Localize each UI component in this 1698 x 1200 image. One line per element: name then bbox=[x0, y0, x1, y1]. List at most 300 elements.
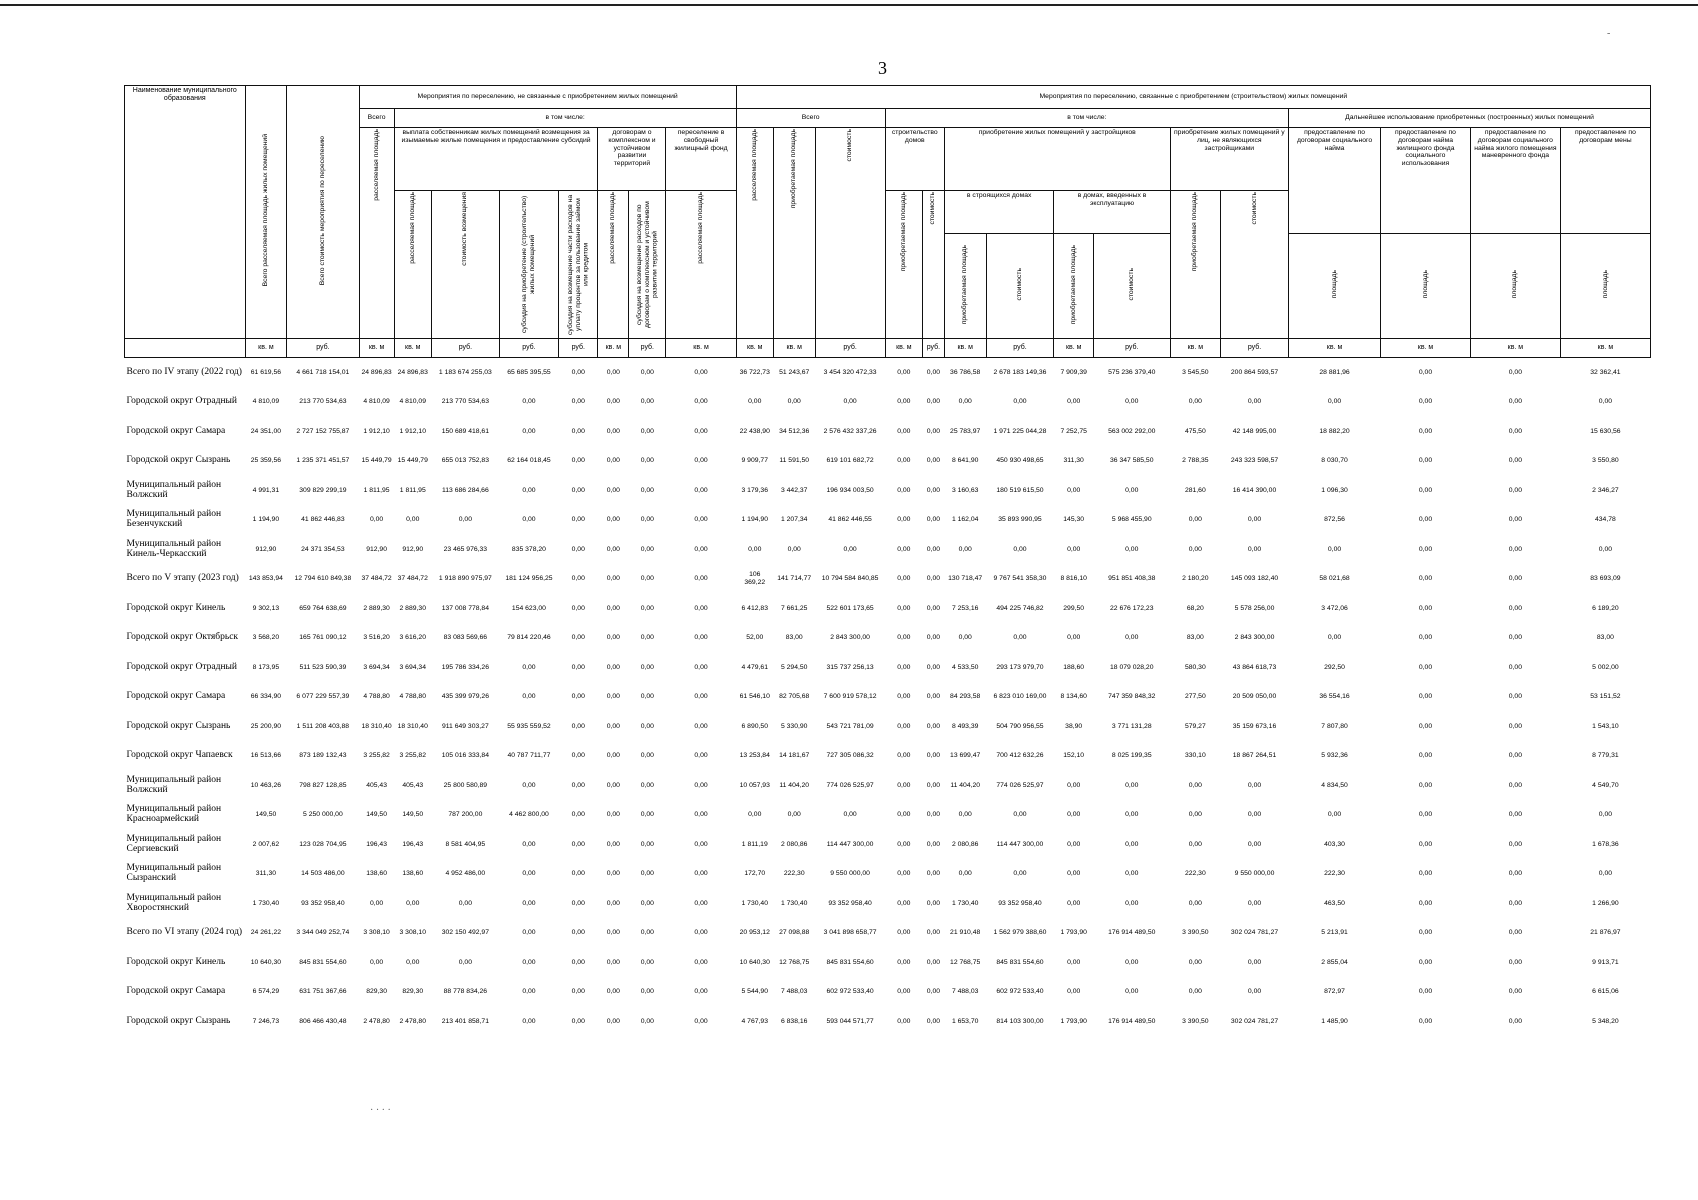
unit-cell: кв. м bbox=[944, 339, 986, 358]
table-cell: 222,30 bbox=[1184, 870, 1206, 878]
table-cell: 0,00 bbox=[640, 811, 654, 819]
table-cell: 138,60 bbox=[366, 870, 387, 878]
table-cell: 5 002,00 bbox=[1592, 663, 1619, 671]
table-cell: 25 800 580,89 bbox=[443, 781, 488, 789]
table-cell: 12 768,75 bbox=[950, 958, 981, 966]
header-acq-area-4: приобретаемая площадь bbox=[1054, 234, 1093, 339]
header-vsego-2: Всего bbox=[736, 109, 885, 128]
table-cell: 83,00 bbox=[1186, 634, 1204, 642]
unit-cell: руб. bbox=[499, 339, 558, 358]
table-cell: 0,00 bbox=[640, 693, 654, 701]
table-cell: 200 864 593,57 bbox=[1230, 368, 1279, 376]
table-cell: 0,00 bbox=[406, 899, 420, 907]
table-cell: 0,00 bbox=[640, 663, 654, 671]
table-cell: 0,00 bbox=[606, 604, 620, 612]
header-cost-3: стоимость bbox=[986, 234, 1054, 339]
table-cell: 88 778 834,26 bbox=[443, 988, 488, 996]
table-cell: 3 694,34 bbox=[399, 663, 426, 671]
table-cell: 0,00 bbox=[406, 958, 420, 966]
table-cell: 9 550 000,00 bbox=[830, 870, 870, 878]
table-cell: 2 080,86 bbox=[951, 840, 979, 848]
unit-cell: кв. м bbox=[1560, 339, 1650, 358]
table-cell: 145 093 182,40 bbox=[1230, 575, 1279, 583]
table-row bbox=[125, 889, 1651, 919]
table-cell: 0,00 bbox=[571, 575, 585, 583]
table-cell: 93 352 958,40 bbox=[301, 899, 345, 907]
row-municipality-name: Муниципальный район Волжский bbox=[126, 479, 222, 500]
row-municipality-name: Муниципальный район Красноармейский bbox=[126, 804, 222, 825]
table-cell: 149,50 bbox=[366, 811, 387, 819]
table-cell: 0,00 bbox=[926, 988, 941, 996]
table-row bbox=[125, 948, 1651, 978]
table-cell: 1 235 371 451,57 bbox=[296, 457, 350, 465]
table-cell: 6 574,29 bbox=[252, 988, 280, 996]
table-cell: 0,00 bbox=[694, 781, 708, 789]
table-cell: 0,00 bbox=[897, 575, 911, 583]
table-cell: 593 044 571,77 bbox=[826, 1017, 874, 1025]
table-cell: 700 412 632,26 bbox=[996, 752, 1044, 760]
table-cell: 0,00 bbox=[1598, 545, 1613, 553]
table-cell: 4 834,50 bbox=[1321, 781, 1348, 789]
scan-speck: · · · · bbox=[370, 1105, 391, 1116]
table-cell: 5 348,20 bbox=[1592, 1017, 1619, 1025]
table-cell: 0,00 bbox=[522, 988, 536, 996]
table-cell: 1 266,90 bbox=[1592, 899, 1619, 907]
table-cell: 13 699,47 bbox=[950, 752, 981, 760]
row-municipality-name: Муниципальный район Хворостянский bbox=[126, 892, 222, 913]
table-cell: 145,30 bbox=[1063, 516, 1085, 524]
table-cell: 299,50 bbox=[1063, 604, 1085, 612]
table-cell: 25 783,97 bbox=[950, 427, 981, 435]
table-cell: 15 449,79 bbox=[361, 457, 392, 465]
table-cell: 0,00 bbox=[640, 486, 654, 494]
table-cell: 0,00 bbox=[694, 545, 708, 553]
table-cell: 165 761 090,12 bbox=[299, 634, 347, 642]
table-cell: 0,00 bbox=[958, 398, 972, 406]
table-cell: 61 619,56 bbox=[250, 368, 282, 376]
table-cell: 0,00 bbox=[1418, 722, 1433, 730]
table-cell: 4 767,93 bbox=[741, 1017, 768, 1025]
table-cell: 152,10 bbox=[1063, 752, 1085, 760]
header-purchase-dev: приобретение жилых помещений у застройщиков bbox=[944, 128, 1170, 191]
table-cell: 1 912,10 bbox=[363, 427, 390, 435]
table-cell: 114 447 300,00 bbox=[826, 840, 874, 848]
table-cell: 0,00 bbox=[1418, 958, 1433, 966]
table-cell: 845 831 554,60 bbox=[826, 958, 874, 966]
header-subsidy-dogovor: субсидия на возмещение расходов по договорам о комплексном и устойчивом развитии территорий bbox=[629, 191, 666, 339]
table-cell: 0,00 bbox=[522, 486, 536, 494]
table-cell: 25 200,90 bbox=[250, 722, 282, 730]
header-subsidy-purchase: субсидия на приобретение (строительство) жилых помещений bbox=[499, 191, 558, 339]
table-cell: 2 180,20 bbox=[1182, 575, 1209, 583]
table-cell: 2 576 432 337,26 bbox=[823, 427, 877, 435]
table-cell: 912,90 bbox=[366, 545, 387, 553]
table-cell: 727 305 086,32 bbox=[826, 752, 874, 760]
table-cell: 4 788,80 bbox=[363, 693, 390, 701]
table-cell: 2 346,27 bbox=[1592, 486, 1619, 494]
table-cell: 8 581 404,95 bbox=[445, 840, 486, 848]
table-cell: 0,00 bbox=[1247, 988, 1262, 996]
table-cell: 0,00 bbox=[843, 398, 857, 406]
unit-cell: руб. bbox=[287, 339, 359, 358]
table-cell: 12 794 610 849,38 bbox=[294, 575, 352, 583]
table-cell: 0,00 bbox=[897, 752, 911, 760]
table-cell: 0,00 bbox=[694, 870, 708, 878]
table-cell: 0,00 bbox=[606, 752, 620, 760]
table-cell: 0,00 bbox=[640, 1017, 654, 1025]
table-cell: 195 786 334,26 bbox=[441, 663, 489, 671]
table-cell: 0,00 bbox=[926, 398, 941, 406]
table-cell: 0,00 bbox=[1067, 811, 1081, 819]
table-cell: 0,00 bbox=[571, 899, 585, 907]
header-municipality: Наименование муниципального образования bbox=[125, 86, 246, 339]
table-cell: 0,00 bbox=[926, 958, 941, 966]
table-cell: 0,00 bbox=[571, 811, 585, 819]
table-cell: 0,00 bbox=[1418, 457, 1433, 465]
table-cell: 2 788,35 bbox=[1182, 457, 1209, 465]
table-cell: 0,00 bbox=[1418, 427, 1433, 435]
table-cell: 176 914 489,50 bbox=[1108, 929, 1156, 937]
table-cell: 522 601 173,65 bbox=[826, 604, 874, 612]
table-cell: 105 016 333,84 bbox=[441, 752, 489, 760]
table-cell: 18 867 264,51 bbox=[1232, 752, 1277, 760]
header-further-use: Дальнейшее использование приобретенных (построенных) жилых помещений bbox=[1289, 109, 1651, 128]
table-cell: 9 550 000,00 bbox=[1234, 870, 1275, 878]
table-cell: 0,00 bbox=[606, 899, 620, 907]
table-cell: 0,00 bbox=[1418, 575, 1433, 583]
table-cell: 4 788,80 bbox=[399, 693, 426, 701]
table-cell: 62 164 018,45 bbox=[507, 457, 551, 465]
table-cell: 0,00 bbox=[1067, 870, 1081, 878]
table-cell: 0,00 bbox=[606, 693, 620, 701]
table-cell: 1 912,10 bbox=[399, 427, 426, 435]
table-cell: 0,00 bbox=[897, 634, 911, 642]
header-area-2: площадь bbox=[1381, 234, 1471, 339]
table-cell: 475,50 bbox=[1184, 427, 1206, 435]
table-row bbox=[125, 919, 1651, 949]
table-cell: 22 676 172,23 bbox=[1110, 604, 1154, 612]
table-cell: 0,00 bbox=[522, 840, 536, 848]
table-cell: 281,60 bbox=[1184, 486, 1206, 494]
table-cell: 181 124 956,25 bbox=[505, 575, 553, 583]
table-cell: 0,00 bbox=[1418, 693, 1433, 701]
table-cell: 3 308,10 bbox=[399, 929, 426, 937]
header-comp-cost: стоимость возмещения bbox=[431, 191, 499, 339]
table-cell: 1 543,10 bbox=[1592, 722, 1619, 730]
table-cell: 3 616,20 bbox=[399, 634, 426, 642]
table-cell: 24 896,83 bbox=[361, 368, 392, 376]
table-cell: 3 550,80 bbox=[1592, 457, 1619, 465]
table-cell: 0,00 bbox=[1418, 398, 1433, 406]
table-cell: 2 855,04 bbox=[1321, 958, 1348, 966]
table-cell: 0,00 bbox=[897, 545, 911, 553]
table-row bbox=[125, 624, 1651, 654]
unit-cell: кв. м bbox=[1381, 339, 1471, 358]
table-cell: 0,00 bbox=[640, 398, 654, 406]
table-cell: 0,00 bbox=[606, 988, 620, 996]
table-cell: 0,00 bbox=[640, 870, 654, 878]
table-cell: 0,00 bbox=[897, 811, 911, 819]
table-cell: 315 737 256,13 bbox=[826, 663, 874, 671]
table-cell: 0,00 bbox=[897, 516, 911, 524]
table-cell: 0,00 bbox=[606, 870, 620, 878]
table-row bbox=[125, 653, 1651, 683]
table-row bbox=[125, 860, 1651, 890]
row-municipality-name: Муниципальный район Сызранский bbox=[126, 863, 222, 884]
table-cell: 55 935 559,52 bbox=[507, 722, 551, 730]
table-cell: 0,00 bbox=[748, 398, 762, 406]
row-municipality-name: Муниципальный район Кинель-Черкасский bbox=[126, 538, 222, 559]
table-cell: 41 862 446,55 bbox=[828, 516, 872, 524]
table-cell: 575 236 379,40 bbox=[1108, 368, 1156, 376]
table-cell: 4 479,61 bbox=[741, 663, 768, 671]
table-cell: 13 253,84 bbox=[739, 752, 770, 760]
table-cell: 0,00 bbox=[1508, 781, 1522, 789]
table-cell: 8 816,10 bbox=[1060, 575, 1087, 583]
table-cell: 16 414 390,00 bbox=[1232, 486, 1277, 494]
table-cell: 36 347 585,50 bbox=[1110, 457, 1154, 465]
table-cell: 6 189,20 bbox=[1592, 604, 1619, 612]
table-cell: 787 200,00 bbox=[448, 811, 483, 819]
table-cell: 0,00 bbox=[458, 958, 472, 966]
table-cell: 2 080,86 bbox=[780, 840, 808, 848]
table-cell: 7 807,80 bbox=[1321, 722, 1348, 730]
table-cell: 511 523 590,39 bbox=[299, 663, 347, 671]
table-cell: 0,00 bbox=[787, 398, 801, 406]
table-cell: 0,00 bbox=[926, 486, 941, 494]
table-cell: 0,00 bbox=[522, 427, 536, 435]
table-cell: 1 730,40 bbox=[780, 899, 808, 907]
table-cell: 0,00 bbox=[1418, 870, 1433, 878]
table-cell: 0,00 bbox=[606, 368, 620, 376]
table-cell: 0,00 bbox=[897, 457, 911, 465]
table-cell: 1 971 225 044,28 bbox=[993, 427, 1047, 435]
table-cell: 222,30 bbox=[1324, 870, 1345, 878]
table-cell: 814 103 300,00 bbox=[996, 1017, 1044, 1025]
table-cell: 435 399 979,26 bbox=[441, 693, 489, 701]
table-cell: 0,00 bbox=[571, 929, 585, 937]
table-cell: 24 896,83 bbox=[397, 368, 428, 376]
unit-cell: кв. м bbox=[1054, 339, 1093, 358]
table-cell: 0,00 bbox=[694, 722, 708, 730]
table-cell: 872,97 bbox=[1324, 988, 1345, 996]
unit-cell: руб. bbox=[815, 339, 885, 358]
table-cell: 405,43 bbox=[402, 781, 424, 789]
table-row bbox=[125, 978, 1651, 1008]
table-cell: 1 811,95 bbox=[363, 486, 390, 494]
table-cell: 798 827 128,85 bbox=[299, 781, 347, 789]
top-border-line bbox=[0, 4, 1698, 6]
table-cell: 0,00 bbox=[1188, 781, 1202, 789]
table-cell: 580,30 bbox=[1184, 663, 1206, 671]
table-cell: 0,00 bbox=[897, 663, 911, 671]
table-cell: 213 770 534,63 bbox=[299, 398, 347, 406]
header-area-1: площадь bbox=[1289, 234, 1381, 339]
table-cell: 0,00 bbox=[1327, 811, 1342, 819]
table-cell: 0,00 bbox=[1418, 929, 1433, 937]
table-cell: 0,00 bbox=[1125, 811, 1139, 819]
table-cell: 0,00 bbox=[1188, 958, 1202, 966]
table-cell: 7 661,25 bbox=[780, 604, 808, 612]
table-cell: 579,27 bbox=[1184, 722, 1206, 730]
table-cell: 0,00 bbox=[640, 604, 654, 612]
table-cell: 66 334,90 bbox=[250, 693, 282, 701]
table-cell: 34 512,36 bbox=[779, 427, 810, 435]
table-cell: 6 412,83 bbox=[741, 604, 768, 612]
table-cell: 68,20 bbox=[1186, 604, 1204, 612]
table-cell: 563 002 292,00 bbox=[1108, 427, 1156, 435]
unit-cell: руб. bbox=[922, 339, 944, 358]
table-cell: 7 488,03 bbox=[780, 988, 808, 996]
table-row bbox=[125, 712, 1651, 742]
table-cell: 602 972 533,40 bbox=[826, 988, 874, 996]
table-row bbox=[125, 771, 1651, 801]
table-cell: 0,00 bbox=[926, 604, 941, 612]
table-cell: 9 909,77 bbox=[741, 457, 768, 465]
table-cell: 0,00 bbox=[1067, 840, 1081, 848]
table-cell: 3 771 131,28 bbox=[1111, 722, 1152, 730]
table-cell: 0,00 bbox=[694, 899, 708, 907]
table-row bbox=[125, 506, 1651, 536]
table-cell: 835 378,20 bbox=[511, 545, 546, 553]
table-cell: 0,00 bbox=[1188, 840, 1202, 848]
table-cell: 0,00 bbox=[694, 368, 708, 376]
table-cell: 3 454 320 472,33 bbox=[823, 368, 877, 376]
row-municipality-name: Городской округ Самара bbox=[126, 425, 226, 436]
table-cell: 0,00 bbox=[571, 1017, 585, 1025]
table-cell: 43 864 618,73 bbox=[1232, 663, 1277, 671]
table-cell: 0,00 bbox=[1418, 368, 1433, 376]
header-payout: выплата собственникам жилых помещений возмещения за изымаемые жилые помещения и предоставление субсидий bbox=[394, 128, 598, 191]
table-cell: 0,00 bbox=[606, 663, 620, 671]
table-cell: 655 013 752,83 bbox=[441, 457, 489, 465]
table-cell: 25 359,56 bbox=[250, 457, 282, 465]
table-cell: 0,00 bbox=[1013, 634, 1027, 642]
table-cell: 774 026 525,97 bbox=[826, 781, 874, 789]
row-municipality-name: Городской округ Сызрань bbox=[126, 1015, 231, 1026]
table-cell: 1 811,19 bbox=[741, 840, 768, 848]
table-cell: 0,00 bbox=[1508, 870, 1522, 878]
unit-cell: кв. м bbox=[773, 339, 815, 358]
table-cell: 196 934 003,50 bbox=[826, 486, 874, 494]
table-cell: 277,50 bbox=[1184, 693, 1206, 701]
table-cell: 10 640,30 bbox=[739, 958, 770, 966]
table-cell: 4 810,09 bbox=[363, 398, 390, 406]
table-cell: 82 705,68 bbox=[779, 693, 810, 701]
table-cell: 1 183 674 255,03 bbox=[438, 368, 492, 376]
table-cell: 0,00 bbox=[694, 988, 708, 996]
header-special-hire: предоставление по договорам социального найма жилого помещения маневренного фонда bbox=[1470, 128, 1560, 234]
table-cell: 0,00 bbox=[1598, 811, 1613, 819]
table-cell: 243 323 598,57 bbox=[1230, 457, 1279, 465]
table-cell: 0,00 bbox=[1598, 398, 1613, 406]
table-cell: 0,00 bbox=[606, 929, 620, 937]
table-cell: 83 693,09 bbox=[1590, 575, 1621, 583]
table-cell: 41 862 446,83 bbox=[301, 516, 345, 524]
header-acq-area-1: приобретаемая площадь bbox=[773, 128, 815, 339]
table-cell: 0,00 bbox=[787, 545, 801, 553]
table-cell: 0,00 bbox=[571, 870, 585, 878]
table-cell: 0,00 bbox=[1125, 634, 1139, 642]
table-cell: 0,00 bbox=[522, 663, 536, 671]
table-cell: 1 811,95 bbox=[399, 486, 426, 494]
table-cell: 911 649 303,27 bbox=[441, 722, 489, 730]
header-ras-area-2: расселяемая площадь bbox=[736, 128, 773, 339]
table-cell: 0,00 bbox=[640, 958, 654, 966]
table-cell: 0,00 bbox=[571, 398, 585, 406]
row-municipality-name: Городской округ Чапаевск bbox=[126, 750, 233, 761]
header-exchange: предоставление по договорам мены bbox=[1560, 128, 1650, 234]
table-cell: 150 689 418,61 bbox=[441, 427, 489, 435]
table-cell: 37 484,72 bbox=[397, 575, 428, 583]
header-construction: строительство домов bbox=[885, 128, 944, 191]
header-including-1: в том числе: bbox=[394, 109, 736, 128]
table-cell: 1 194,90 bbox=[252, 516, 280, 524]
table-cell: 8 493,39 bbox=[951, 722, 979, 730]
table-cell: 0,00 bbox=[1598, 870, 1613, 878]
table-cell: 21 910,48 bbox=[950, 929, 981, 937]
table-cell: 5 968 455,90 bbox=[1111, 516, 1152, 524]
header-total-area: Всего расселяемая площадь жилых помещений bbox=[245, 86, 287, 339]
table-cell: 3 516,20 bbox=[363, 634, 390, 642]
table-cell: 0,00 bbox=[1418, 604, 1433, 612]
table-cell: 293 173 979,70 bbox=[996, 663, 1044, 671]
row-municipality-name: Городской округ Сызрань bbox=[126, 455, 231, 466]
table-cell: 0,00 bbox=[1418, 811, 1433, 819]
table-cell: 16 513,66 bbox=[250, 752, 282, 760]
table-cell: 0,00 bbox=[897, 870, 911, 878]
table-cell: 0,00 bbox=[1418, 1017, 1433, 1025]
resettlement-table bbox=[124, 85, 1651, 1037]
table-cell: 12 768,75 bbox=[779, 958, 810, 966]
table-cell: 58 021,68 bbox=[1319, 575, 1350, 583]
table-cell: 222,30 bbox=[783, 870, 805, 878]
table-cell: 2 843 300,00 bbox=[1234, 634, 1275, 642]
unit-cell: руб. bbox=[1093, 339, 1170, 358]
table-cell: 6 823 010 169,00 bbox=[993, 693, 1047, 701]
table-cell: 0,00 bbox=[1508, 545, 1522, 553]
table-cell: 0,00 bbox=[1247, 398, 1262, 406]
table-cell: 1 194,90 bbox=[741, 516, 768, 524]
table-cell: 951 851 408,38 bbox=[1108, 575, 1156, 583]
header-including-2: в том числе: bbox=[885, 109, 1288, 128]
table-cell: 0,00 bbox=[1508, 368, 1522, 376]
unit-cell: кв. м bbox=[1289, 339, 1381, 358]
table-cell: 0,00 bbox=[640, 545, 654, 553]
table-cell: 302 150 492,97 bbox=[441, 929, 489, 937]
table-cell: 0,00 bbox=[571, 604, 585, 612]
unit-cell: руб. bbox=[431, 339, 499, 358]
table-cell: 0,00 bbox=[1188, 516, 1202, 524]
table-row bbox=[125, 594, 1651, 624]
table-cell: 0,00 bbox=[694, 398, 708, 406]
table-cell: 3 308,10 bbox=[363, 929, 390, 937]
table-cell: 0,00 bbox=[926, 899, 941, 907]
table-cell: 0,00 bbox=[926, 427, 941, 435]
table-cell: 0,00 bbox=[571, 427, 585, 435]
table-cell: 0,00 bbox=[1067, 545, 1081, 553]
table-cell: 5 213,91 bbox=[1321, 929, 1348, 937]
table-cell: 0,00 bbox=[1247, 840, 1262, 848]
table-row bbox=[125, 742, 1651, 772]
table-cell: 83,00 bbox=[1596, 634, 1614, 642]
table-cell: 872,56 bbox=[1324, 516, 1345, 524]
table-cell: 28 881,96 bbox=[1319, 368, 1350, 376]
table-cell: 83 083 569,66 bbox=[443, 634, 488, 642]
unit-cell: кв. м bbox=[245, 339, 287, 358]
header-ras-area-3: расселяемая площадь bbox=[394, 191, 431, 339]
table-cell: 0,00 bbox=[1508, 486, 1522, 494]
